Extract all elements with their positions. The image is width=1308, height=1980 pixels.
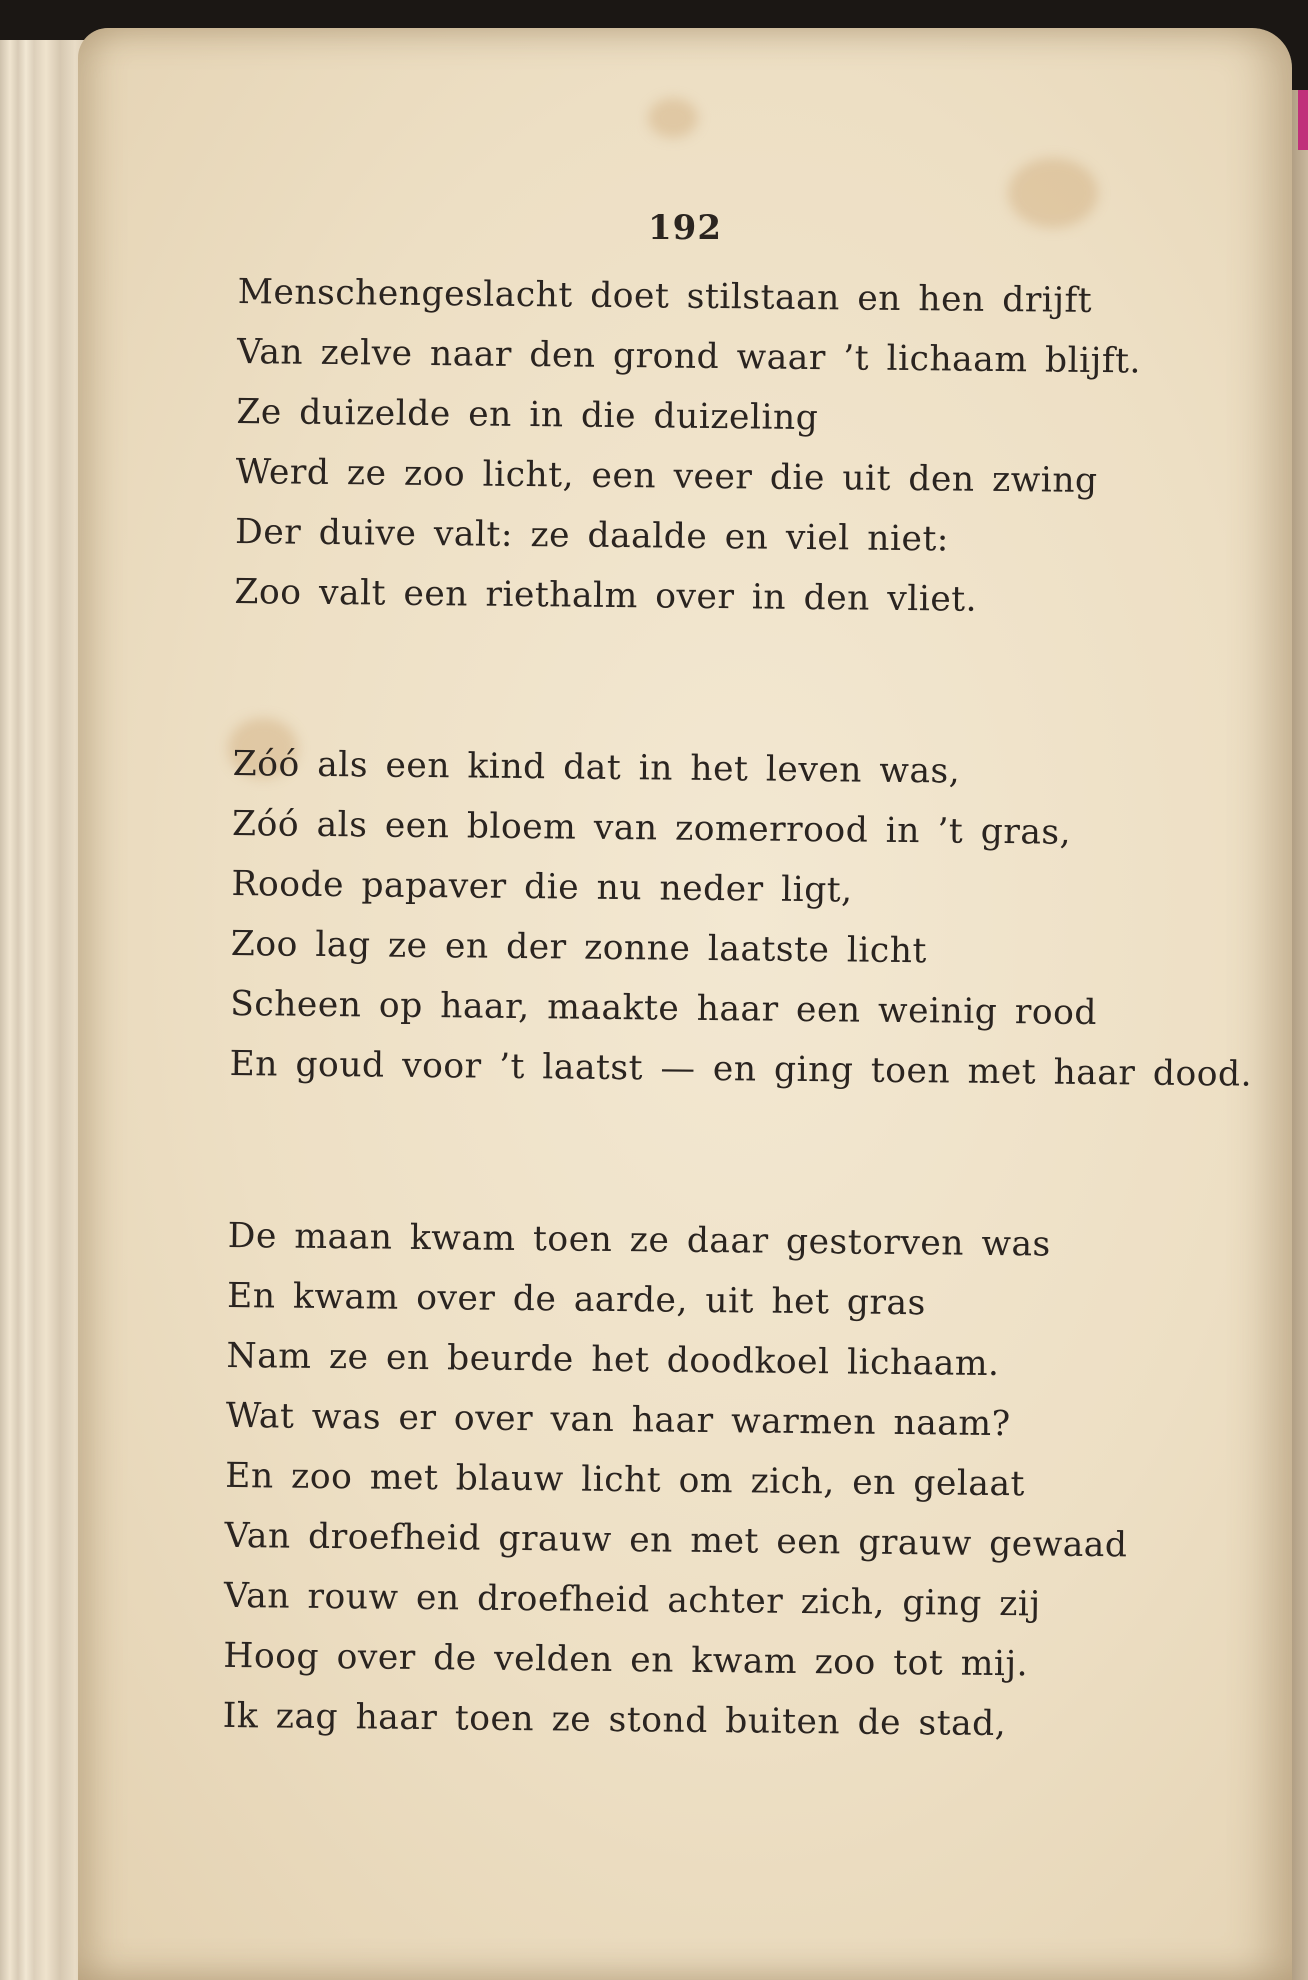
poem-line: Scheen op haar, maakte haar een weinig rood xyxy=(230,983,1098,1034)
poem-line: Menschengeslacht doet stilstaan en hen drijft xyxy=(237,271,1093,321)
poem-line: En kwam over de aarde, uit het gras xyxy=(226,1275,926,1324)
poem-line: Van rouw en droefheid achter zich, ging zij xyxy=(223,1575,1041,1625)
bookmark-ribbon xyxy=(1298,90,1308,150)
poem-line: Zoo lag ze en der zonne laatste licht xyxy=(230,923,928,972)
poem-line: Nam ze en beurde het doodkoel lichaam. xyxy=(226,1335,1000,1385)
poem-line: Roode papaver die nu neder ligt, xyxy=(231,863,853,911)
poem-line: En zoo met blauw licht om zich, en gelaat xyxy=(225,1455,1026,1505)
poem-line: Zoo valt een riethalm over in den vliet. xyxy=(234,571,978,620)
poem-line: De maan kwam toen ze daar gestorven was xyxy=(227,1215,1051,1265)
poem-line: Hoog over de velden en kwam zoo tot mij. xyxy=(223,1635,1029,1685)
page-stain xyxy=(648,98,698,138)
poem-line: Van droefheid grauw en met een grauw gewaad xyxy=(224,1515,1128,1566)
stanza xyxy=(234,262,1238,632)
poem-line: Zóó als een bloem van zomerrood in ’t gras, xyxy=(231,803,1072,853)
stanza xyxy=(229,734,1253,1104)
poem-line: Wat was er over van haar warmen naam? xyxy=(225,1395,1011,1445)
poem-line: Van zelve naar den grond waar ’t lichaam blijft. xyxy=(236,331,1142,382)
poem-line: Werd ze zoo licht, een veer die uit den zwing xyxy=(235,451,1098,502)
poem-line: En goud voor ’t laatst — en ging toen met haar dood. xyxy=(229,1043,1253,1095)
poem-line: Ze duizelde en in die duizeling xyxy=(236,391,819,439)
book-page-edges xyxy=(0,40,90,1980)
poem-line: Ik zag haar toen ze stond buiten de stad, xyxy=(222,1695,1007,1745)
poem-line: Der duive valt: ze daalde en viel niet: xyxy=(234,511,950,560)
poem-line: Zóó als een kind dat in het leven was, xyxy=(232,743,961,792)
poem-text xyxy=(222,262,1253,1756)
stanza xyxy=(222,1206,1228,1756)
page-number: 192 xyxy=(648,208,722,248)
